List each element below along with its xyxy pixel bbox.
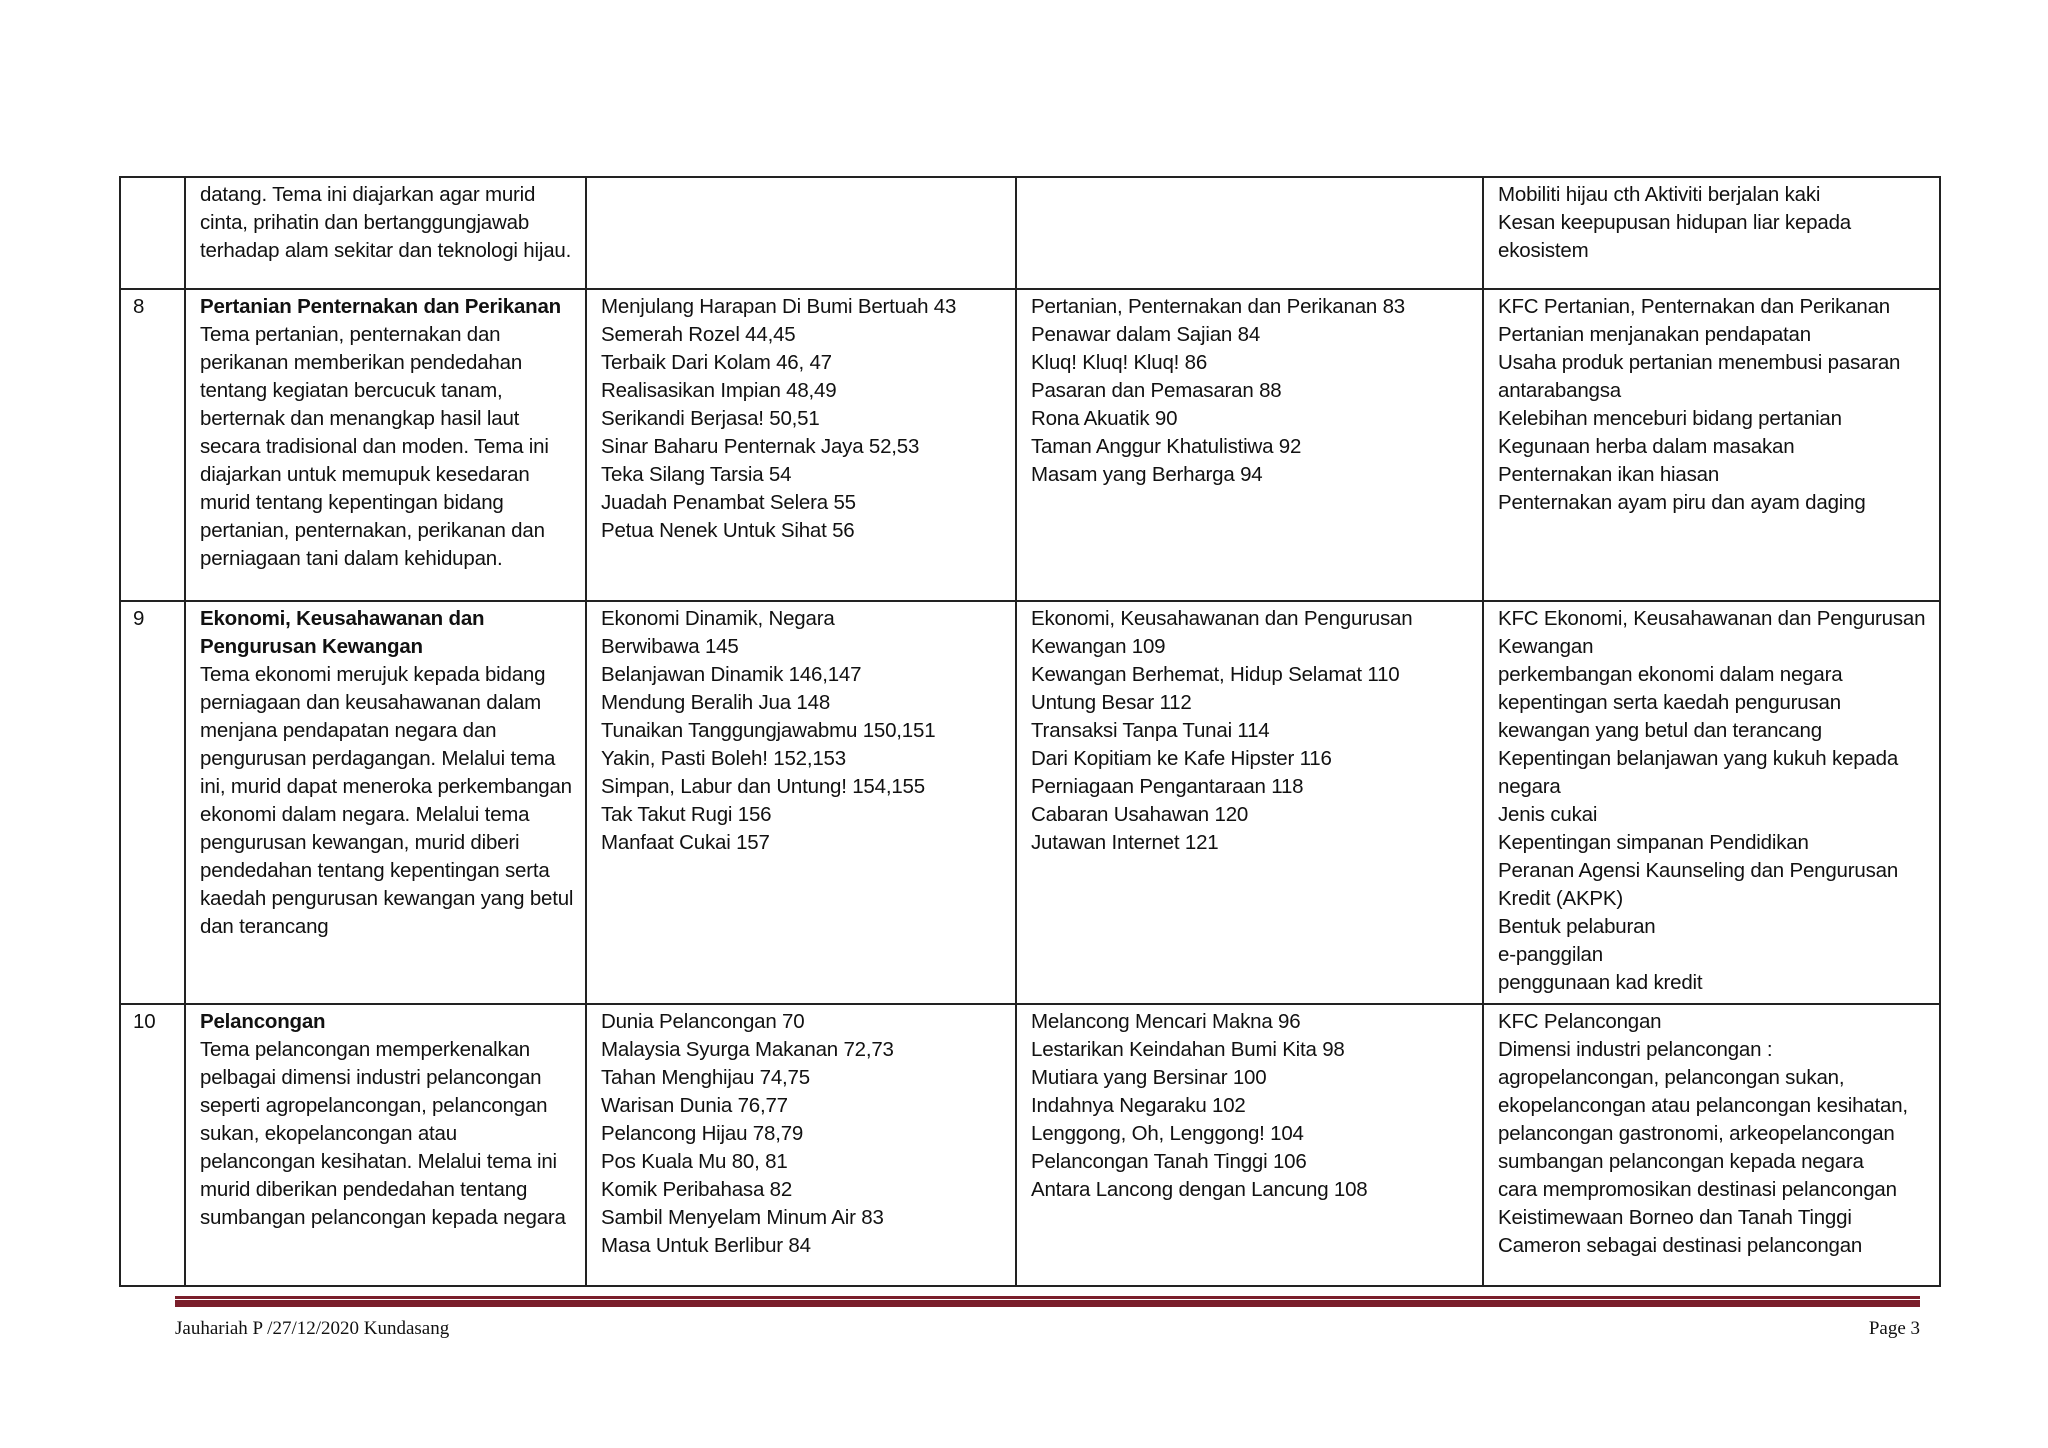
kfc-note: kewangan yang betul dan terancang — [1498, 719, 1822, 742]
activity-book-topic: Indahnya Negaraku 102 — [1031, 1094, 1246, 1117]
activity-book-topic: Pasaran dan Pemasaran 88 — [1031, 379, 1282, 402]
activity-book-topic: Lestarikan Keindahan Bumi Kita 98 — [1031, 1038, 1345, 1061]
textbook-topic: Belanjawan Dinamik 146,147 — [601, 663, 862, 686]
kfc-note: sumbangan pelancongan kepada negara — [1498, 1150, 1864, 1173]
kfc-note: ekopelancongan atau pelancongan kesihatan, — [1498, 1094, 1908, 1117]
kfc-note: Pertanian menjanakan pendapatan — [1498, 323, 1811, 346]
theme-description-line: pengurusan perdagangan. Melalui tema — [200, 747, 556, 770]
theme-description-line: berternak dan menangkap hasil laut — [200, 407, 520, 430]
kfc-note: Kegunaan herba dalam masakan — [1498, 435, 1795, 458]
theme-description-line: pelancongan kesihatan. Melalui tema ini — [200, 1150, 557, 1173]
theme-description-line: pendedahan tentang kepentingan serta — [200, 859, 550, 882]
textbook-topic: Semerah Rozel 44,45 — [601, 323, 796, 346]
footer-rule-thick — [175, 1300, 1920, 1307]
theme-title: Pengurusan Kewangan — [200, 635, 423, 658]
theme-description-line: pelbagai dimensi industri pelancongan — [200, 1066, 542, 1089]
kfc-note: Usaha produk pertanian menembusi pasaran — [1498, 351, 1901, 374]
kfc-note: Keistimewaan Borneo dan Tanah Tinggi — [1498, 1206, 1852, 1229]
kfc-note: Penternakan ikan hiasan — [1498, 463, 1720, 486]
textbook-topic: Pelancong Hijau 78,79 — [601, 1122, 804, 1145]
kfc-note: ekosistem — [1498, 239, 1589, 262]
activity-book-topic: Dari Kopitiam ke Kafe Hipster 116 — [1031, 747, 1332, 770]
activity-book-topic: Pelancongan Tanah Tinggi 106 — [1031, 1150, 1307, 1173]
kfc-note: Kewangan — [1498, 635, 1594, 658]
kfc-note: cara mempromosikan destinasi pelancongan — [1498, 1178, 1897, 1201]
textbook-topic: Juadah Penambat Selera 55 — [601, 491, 856, 514]
theme-description-line: ini, murid dapat meneroka perkembangan — [200, 775, 572, 798]
textbook-topic: Pos Kuala Mu 80, 81 — [601, 1150, 788, 1173]
theme-title: Pelancongan — [200, 1010, 326, 1033]
theme-description-line: menjana pendapatan negara dan — [200, 719, 497, 742]
kfc-note: e-panggilan — [1498, 943, 1603, 966]
theme-description-line: diajarkan untuk memupuk kesedaran — [200, 463, 530, 486]
textbook-topic: Komik Peribahasa 82 — [601, 1178, 793, 1201]
textbook-topic: Sinar Baharu Penternak Jaya 52,53 — [601, 435, 920, 458]
theme-title: Pertanian Penternakan dan Perikanan — [200, 295, 561, 318]
kfc-note: agropelancongan, pelancongan sukan, — [1498, 1066, 1845, 1089]
theme-description-line: cinta, prihatin dan bertanggungjawab — [200, 211, 530, 234]
kfc-note: KFC Pertanian, Penternakan dan Perikanan — [1498, 295, 1891, 318]
textbook-topic: Serikandi Berjasa! 50,51 — [601, 407, 820, 430]
theme-description-line: Tema pertanian, penternakan dan — [200, 323, 501, 346]
row-number: 9 — [133, 607, 145, 630]
textbook-topic: Tak Takut Rugi 156 — [601, 803, 772, 826]
activity-book-topic: Penawar dalam Sajian 84 — [1031, 323, 1261, 346]
kfc-note: Kepentingan simpanan Pendidikan — [1498, 831, 1809, 854]
activity-book-topic: Mutiara yang Bersinar 100 — [1031, 1066, 1267, 1089]
textbook-topic: Sambil Menyelam Minum Air 83 — [601, 1206, 884, 1229]
kfc-note: Kesan keepupusan hidupan liar kepada — [1498, 211, 1851, 234]
textbook-topic: Realisasikan Impian 48,49 — [601, 379, 837, 402]
kfc-note: Kredit (AKPK) — [1498, 887, 1623, 910]
row-number-cell — [120, 1004, 185, 1286]
table-row — [120, 1004, 1940, 1286]
activity-book-topic: Kluq! Kluq! Kluq! 86 — [1031, 351, 1208, 374]
textbook-topic: Ekonomi Dinamik, Negara — [601, 607, 835, 630]
activity-book-topic: Masam yang Berharga 94 — [1031, 463, 1263, 486]
activity-book-topic: Ekonomi, Keusahawanan dan Pengurusan — [1031, 607, 1413, 630]
kfc-note: Mobiliti hijau cth Aktiviti berjalan kaki — [1498, 183, 1821, 206]
kfc-notes-cell — [1483, 289, 1940, 601]
footer-page-number: Page 3 — [1868, 1318, 1920, 1339]
row-number: 8 — [133, 295, 145, 318]
kfc-note: Peranan Agensi Kaunseling dan Pengurusan — [1498, 859, 1899, 882]
theme-table — [119, 176, 1941, 1287]
table-row — [120, 289, 1940, 601]
activity-book-topic: Perniagaan Pengantaraan 118 — [1031, 775, 1304, 798]
theme-description-line: perniagaan dan keusahawanan dalam — [200, 691, 542, 714]
kfc-note: Kelebihan menceburi bidang pertanian — [1498, 407, 1842, 430]
theme-description-line: sukan, ekopelancongan atau — [200, 1122, 457, 1145]
textbook-topics-cell — [586, 601, 1016, 1004]
footer-rule-thin — [175, 1296, 1920, 1299]
textbook-topic: Simpan, Labur dan Untung! 154,155 — [601, 775, 925, 798]
kfc-notes-cell — [1483, 177, 1940, 289]
theme-description-line: Tema pelancongan memperkenalkan — [200, 1038, 530, 1061]
activity-book-topic: Untung Besar 112 — [1031, 691, 1192, 714]
kfc-note: Jenis cukai — [1498, 803, 1598, 826]
theme-description-line: secara tradisional dan moden. Tema ini — [200, 435, 549, 458]
activity-book-topic: Transaksi Tanpa Tunai 114 — [1031, 719, 1270, 742]
kfc-note: perkembangan ekonomi dalam negara — [1498, 663, 1843, 686]
activity-book-topic: Antara Lancong dengan Lancung 108 — [1031, 1178, 1368, 1201]
theme-description-line: Tema ekonomi merujuk kepada bidang — [200, 663, 546, 686]
kfc-note: KFC Pelancongan — [1498, 1010, 1662, 1033]
kfc-note: Cameron sebagai destinasi pelancongan — [1498, 1234, 1863, 1257]
activity-book-topics-cell — [1016, 177, 1483, 289]
theme-cell — [185, 289, 586, 601]
theme-description-line: terhadap alam sekitar dan teknologi hijau. — [200, 239, 572, 262]
theme-description-line: pertanian, penternakan, perikanan dan — [200, 519, 545, 542]
theme-description-line: datang. Tema ini diajarkan agar murid — [200, 183, 536, 206]
textbook-topic: Petua Nenek Untuk Sihat 56 — [601, 519, 855, 542]
kfc-note: penggunaan kad kredit — [1498, 971, 1703, 994]
activity-book-topic: Kewangan Berhemat, Hidup Selamat 110 — [1031, 663, 1400, 686]
textbook-topic: Yakin, Pasti Boleh! 152,153 — [601, 747, 846, 770]
row-number-cell — [120, 289, 185, 601]
textbook-topic: Manfaat Cukai 157 — [601, 831, 770, 854]
theme-cell — [185, 177, 586, 289]
row-number: 10 — [133, 1010, 156, 1033]
textbook-topic: Tunaikan Tanggungjawabmu 150,151 — [601, 719, 936, 742]
footer-author-date: Jauhariah P /27/12/2020 Kundasang — [175, 1318, 450, 1339]
activity-book-topic: Pertanian, Penternakan dan Perikanan 83 — [1031, 295, 1406, 318]
textbook-topic: Mendung Beralih Jua 148 — [601, 691, 831, 714]
theme-description-line: kaedah pengurusan kewangan yang betul — [200, 887, 574, 910]
theme-description-line: perniagaan tani dalam kehidupan. — [200, 547, 503, 570]
theme-cell — [185, 1004, 586, 1286]
theme-description-line: ekonomi dalam negara. Melalui tema — [200, 803, 530, 826]
textbook-topic: Terbaik Dari Kolam 46, 47 — [601, 351, 832, 374]
theme-description-line: dan terancang — [200, 915, 329, 938]
theme-description-line: tentang kegiatan bercucuk tanam, — [200, 379, 503, 402]
kfc-note: pelancongan gastronomi, arkeopelancongan — [1498, 1122, 1895, 1145]
theme-description-line: seperti agropelancongan, pelancongan — [200, 1094, 548, 1117]
textbook-topic: Dunia Pelancongan 70 — [601, 1010, 805, 1033]
theme-title: Ekonomi, Keusahawanan dan — [200, 607, 485, 630]
table-row — [120, 601, 1940, 1004]
activity-book-topics-cell — [1016, 289, 1483, 601]
kfc-note: kepentingan serta kaedah pengurusan — [1498, 691, 1841, 714]
theme-description-line: murid diberikan pendedahan tentang — [200, 1178, 528, 1201]
kfc-note: Penternakan ayam piru dan ayam daging — [1498, 491, 1866, 514]
kfc-note: negara — [1498, 775, 1561, 798]
textbook-topics-cell — [586, 177, 1016, 289]
textbook-topic: Teka Silang Tarsia 54 — [601, 463, 792, 486]
activity-book-topic: Rona Akuatik 90 — [1031, 407, 1178, 430]
activity-book-topic: Lenggong, Oh, Lenggong! 104 — [1031, 1122, 1304, 1145]
row-number-cell — [120, 601, 185, 1004]
textbook-topic: Masa Untuk Berlibur 84 — [601, 1234, 811, 1257]
kfc-note: antarabangsa — [1498, 379, 1621, 402]
activity-book-topic: Jutawan Internet 121 — [1031, 831, 1219, 854]
textbook-topic: Berwibawa 145 — [601, 635, 739, 658]
kfc-note: Bentuk pelaburan — [1498, 915, 1656, 938]
activity-book-topic: Kewangan 109 — [1031, 635, 1166, 658]
theme-description-line: perikanan memberikan pendedahan — [200, 351, 523, 374]
textbook-topic: Menjulang Harapan Di Bumi Bertuah 43 — [601, 295, 957, 318]
activity-book-topic: Cabaran Usahawan 120 — [1031, 803, 1249, 826]
theme-description-line: sumbangan pelancongan kepada negara — [200, 1206, 566, 1229]
kfc-note: Kepentingan belanjawan yang kukuh kepada — [1498, 747, 1899, 770]
theme-cell — [185, 601, 586, 1004]
textbook-topics-cell — [586, 289, 1016, 601]
textbook-topic: Malaysia Syurga Makanan 72,73 — [601, 1038, 894, 1061]
kfc-notes-cell — [1483, 601, 1940, 1004]
textbook-topic: Warisan Dunia 76,77 — [601, 1094, 788, 1117]
kfc-note: KFC Ekonomi, Keusahawanan dan Pengurusan — [1498, 607, 1926, 630]
activity-book-topics-cell — [1016, 601, 1483, 1004]
textbook-topic: Tahan Menghijau 74,75 — [601, 1066, 810, 1089]
table-row — [120, 177, 1940, 289]
kfc-note: Dimensi industri pelancongan : — [1498, 1038, 1773, 1061]
kfc-notes-cell — [1483, 1004, 1940, 1286]
row-number-cell — [120, 177, 185, 289]
activity-book-topics-cell — [1016, 1004, 1483, 1286]
activity-book-topic: Taman Anggur Khatulistiwa 92 — [1031, 435, 1302, 458]
theme-description-line: pengurusan kewangan, murid diberi — [200, 831, 520, 854]
activity-book-topic: Melancong Mencari Makna 96 — [1031, 1010, 1301, 1033]
theme-description-line: murid tentang kepentingan bidang — [200, 491, 504, 514]
textbook-topics-cell — [586, 1004, 1016, 1286]
